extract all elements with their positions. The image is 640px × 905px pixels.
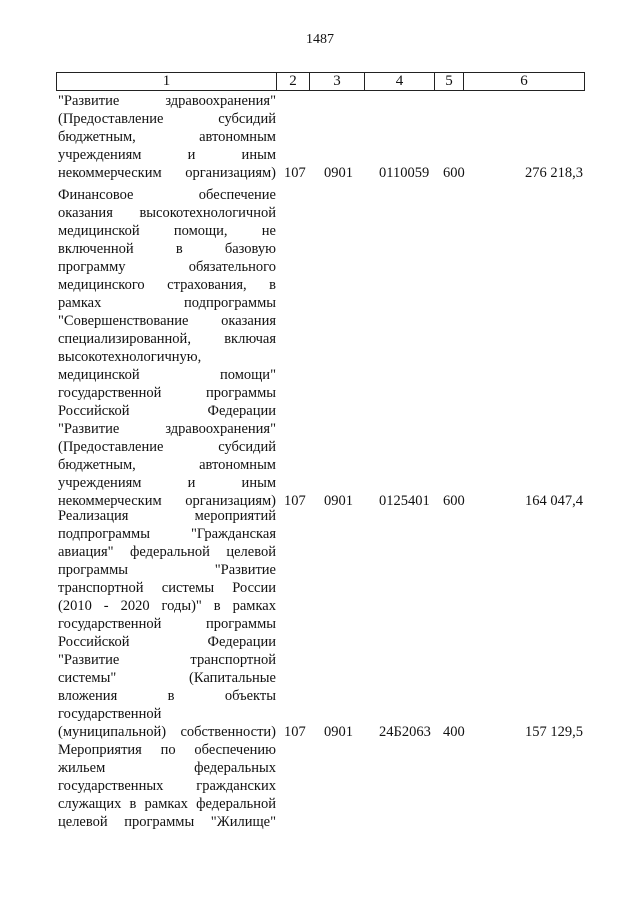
header-col-3: 3 bbox=[310, 73, 365, 90]
description-line: служащих в рамках федеральной bbox=[58, 796, 276, 812]
row-cell-c2: 107 bbox=[284, 493, 306, 509]
page-number: 1487 bbox=[306, 32, 334, 47]
description-line: (муниципальной) собственности) bbox=[58, 724, 276, 740]
description-line: программы "Развитие bbox=[58, 562, 276, 578]
description-line: "Развитие здравоохранения" bbox=[58, 421, 276, 437]
description-line: Мероприятия по обеспечению bbox=[58, 742, 276, 758]
description-line: Финансовое обеспечение bbox=[58, 187, 276, 203]
header-col-2: 2 bbox=[277, 73, 310, 90]
description-line: специализированной, включая bbox=[58, 331, 276, 347]
row-cell-c3: 0901 bbox=[324, 493, 353, 509]
header-col-5: 5 bbox=[435, 73, 464, 90]
table-row bbox=[58, 186, 583, 510]
description-line: включенной в базовую bbox=[58, 241, 276, 257]
description-line: Российской Федерации bbox=[58, 634, 276, 650]
header-col-1: 1 bbox=[57, 73, 277, 90]
row-cell-c4: 0125401 bbox=[379, 493, 430, 509]
description-line: государственной программы bbox=[58, 385, 276, 401]
row-cell-c4: 0110059 bbox=[379, 165, 430, 181]
row-cell-c4: 24Б2063 bbox=[379, 724, 431, 740]
row-cell-c5: 400 bbox=[443, 724, 465, 740]
description-line: государственных гражданских bbox=[58, 778, 276, 794]
description-line: "Развитие транспортной bbox=[58, 652, 276, 668]
row-cell-c6: 164 047,4 bbox=[525, 493, 583, 509]
description-line: рамках подпрограммы bbox=[58, 295, 276, 311]
description-line: учреждениям и иным bbox=[58, 475, 276, 491]
row-description bbox=[58, 186, 276, 510]
table-row bbox=[58, 92, 583, 182]
row-cell-c2: 107 bbox=[284, 724, 306, 740]
row-cell-c2: 107 bbox=[284, 165, 306, 181]
description-line: Российской Федерации bbox=[58, 403, 276, 419]
description-line: жильем федеральных bbox=[58, 760, 276, 776]
description-line: системы" (Капитальные bbox=[58, 670, 276, 686]
table-header-row bbox=[56, 72, 585, 91]
header-col-4: 4 bbox=[365, 73, 435, 90]
description-line: программу обязательного bbox=[58, 259, 276, 275]
description-line: государственной программы bbox=[58, 616, 276, 632]
row-cell-c6: 276 218,3 bbox=[525, 165, 583, 181]
description-line: подпрограммы "Гражданская bbox=[58, 526, 276, 542]
description-line: (2010 - 2020 годы)" в рамках bbox=[58, 598, 276, 614]
description-line: медицинской помощи, не bbox=[58, 223, 276, 239]
description-line: государственной bbox=[58, 706, 162, 722]
description-line: некоммерческим организациям) bbox=[58, 493, 276, 509]
row-cell-c3: 0901 bbox=[324, 165, 353, 181]
description-line: учреждениям и иным bbox=[58, 147, 276, 163]
description-line: вложения в объекты bbox=[58, 688, 276, 704]
description-line: (Предоставление субсидий bbox=[58, 111, 276, 127]
description-line: "Развитие здравоохранения" bbox=[58, 93, 276, 109]
description-line: Реализация мероприятий bbox=[58, 508, 276, 524]
description-line: бюджетным, автономным bbox=[58, 457, 276, 473]
row-cell-c6: 157 129,5 bbox=[525, 724, 583, 740]
row-description bbox=[58, 507, 276, 741]
description-line: транспортной системы России bbox=[58, 580, 276, 596]
description-line: медицинского страхования, в bbox=[58, 277, 276, 293]
row-description bbox=[58, 741, 276, 831]
row-cell-c5: 600 bbox=[443, 493, 465, 509]
row-cell-c3: 0901 bbox=[324, 724, 353, 740]
row-description bbox=[58, 92, 276, 182]
description-line: целевой программы "Жилище" bbox=[58, 814, 276, 830]
description-line: бюджетным, автономным bbox=[58, 129, 276, 145]
description-line: медицинской помощи" bbox=[58, 367, 276, 383]
table-row bbox=[58, 741, 583, 831]
description-line: авиация" федеральной целевой bbox=[58, 544, 276, 560]
description-line: "Совершенствование оказания bbox=[58, 313, 276, 329]
row-cell-c5: 600 bbox=[443, 165, 465, 181]
description-line: высокотехнологичную, bbox=[58, 349, 202, 365]
description-line: (Предоставление субсидий bbox=[58, 439, 276, 455]
description-line: некоммерческим организациям) bbox=[58, 165, 276, 181]
header-col-6: 6 bbox=[520, 73, 528, 89]
description-line: оказания высокотехнологичной bbox=[58, 205, 276, 221]
table-row bbox=[58, 507, 583, 741]
